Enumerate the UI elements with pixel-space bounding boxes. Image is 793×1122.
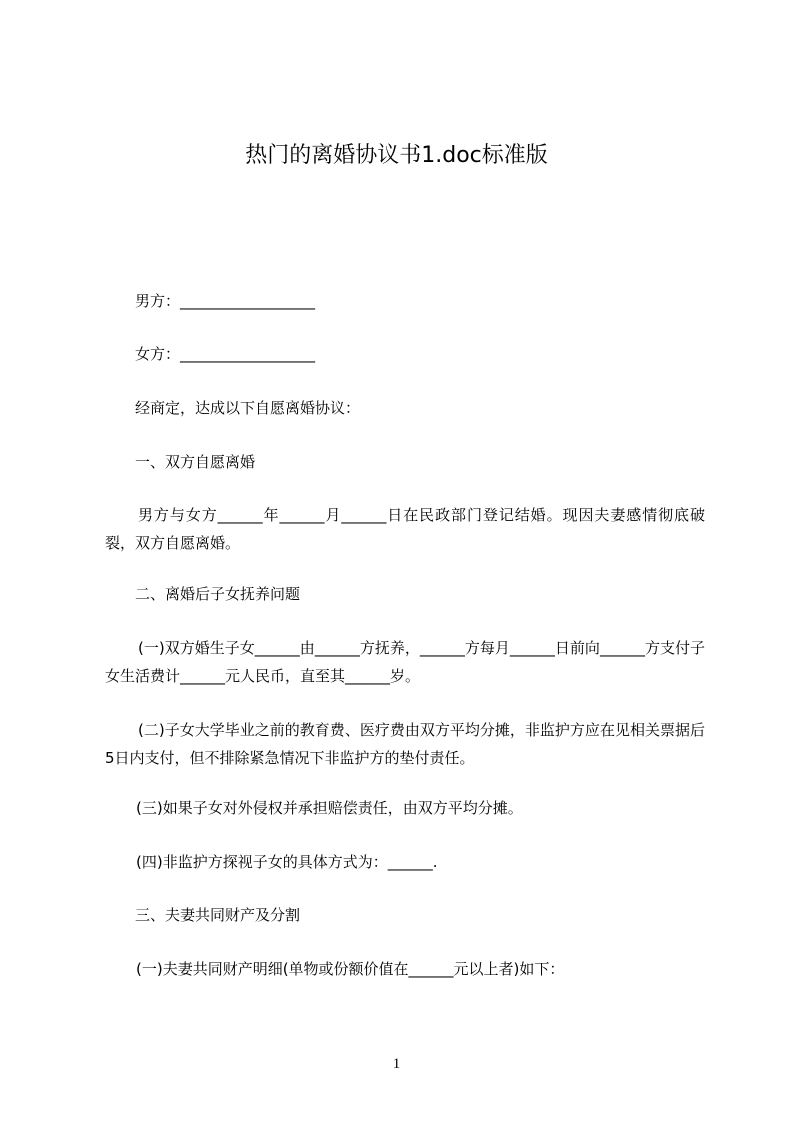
section2-item4: (四)非监护方探视子女的具体方式为：______. bbox=[136, 853, 438, 871]
section2-item2: (二)子女大学毕业之前的教育费、医疗费由双方平均分摊，非监护方应在见相关票据后5日内支付，但不排除紧急情况下非监护方的垫付责任。 bbox=[105, 721, 705, 767]
section1-heading: 一、双方自愿离婚 bbox=[135, 453, 256, 471]
male-party-line: 男方：__________________ bbox=[135, 292, 316, 310]
section2-heading: 二、离婚后子女抚养问题 bbox=[135, 585, 301, 603]
section2-item1: (一)双方婚生子女______由______方抚养，______方每月______日前向______方支付子女生活费计______元人民币，直至其______岁。 bbox=[105, 639, 705, 685]
female-party-line: 女方：__________________ bbox=[135, 345, 316, 363]
section1-paragraph: 男方与女方______年______月______日在民政部门登记结婚。现因夫妻感情彻底破裂，双方自愿离婚。 bbox=[105, 506, 705, 552]
section3-item1: (一)夫妻共同财产明细(单物或份额价值在______元以上者)如下： bbox=[136, 960, 565, 978]
document-title: 热门的离婚协议书1.doc标准版 bbox=[245, 143, 548, 168]
page-number: 1 bbox=[392, 1056, 401, 1072]
intro-text: 经商定，达成以下自愿离婚协议： bbox=[135, 399, 361, 417]
section3-heading: 三、夫妻共同财产及分割 bbox=[135, 906, 301, 924]
section2-item3: (三)如果子女对外侵权并承担赔偿责任，由双方平均分摊。 bbox=[136, 799, 523, 817]
